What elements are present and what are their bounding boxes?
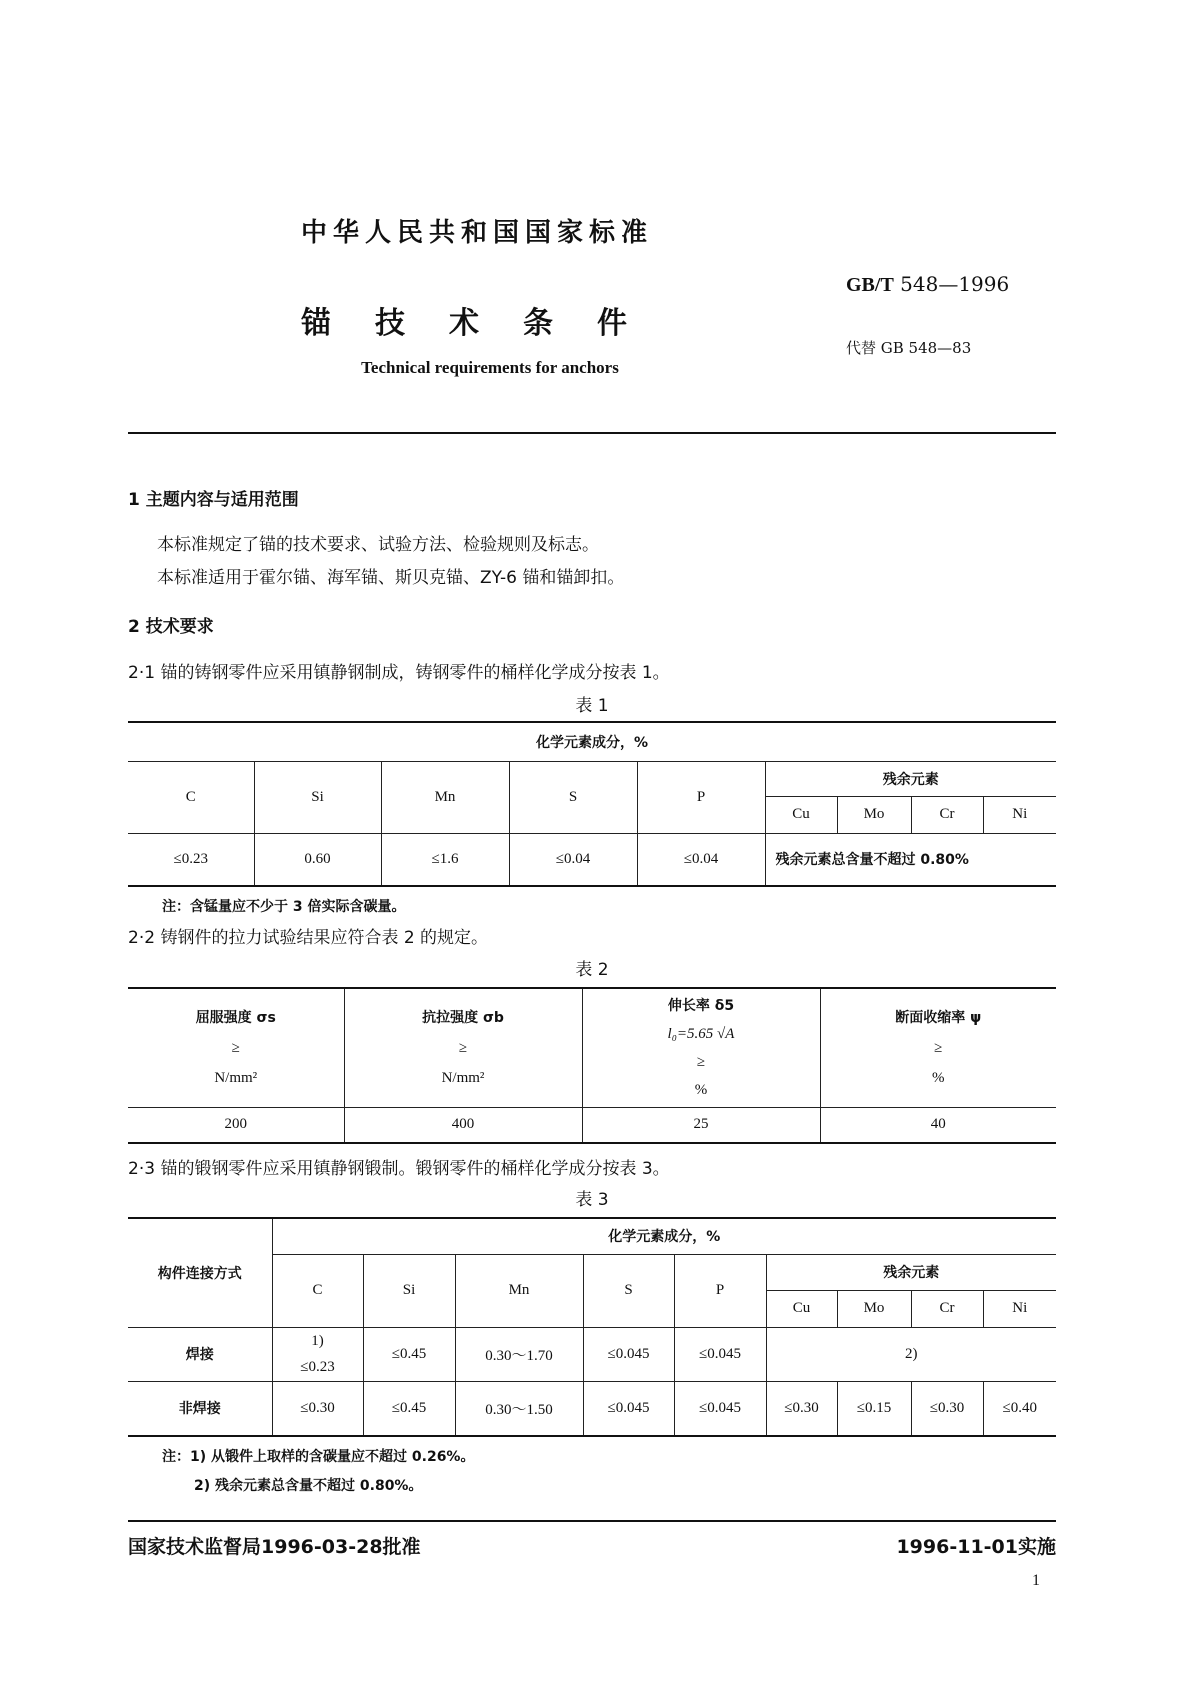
table-1-header-mo: Mo — [837, 796, 911, 833]
header-symbol: ≥ — [231, 1039, 240, 1056]
section-2-heading: 2 技术要求 — [128, 617, 214, 637]
table-3-header-c: C — [272, 1254, 363, 1327]
table-1-header-cr: Cr — [911, 796, 983, 833]
table-3-header-cr: Cr — [911, 1290, 983, 1327]
table-1-caption: 表 1 — [575, 696, 609, 716]
header-rule — [128, 432, 1056, 434]
header-label: 伸长率 δ5 — [667, 997, 735, 1014]
clause-2-1: 2·1 锚的铸钢零件应采用镇静钢制成，铸钢零件的桶样化学成分按表 1。 — [128, 663, 670, 683]
table-3-cell-si: ≤0.45 — [363, 1327, 455, 1381]
table-3-cell-mo: ≤0.15 — [837, 1381, 911, 1436]
table-3-header-cu: Cu — [766, 1290, 837, 1327]
table-1-residual-value: 残余元素总含量不超过 0.80% — [765, 833, 1056, 886]
table-3-row-type: 非焊接 — [128, 1381, 272, 1436]
table-row — [128, 1107, 1056, 1143]
header-formula: l₀=5.65 √A — [667, 1025, 735, 1042]
table-1-note: 注：含锰量应不少于 3 倍实际含碳量。 — [162, 899, 406, 915]
header-unit: % — [694, 1081, 708, 1098]
table-3-cell-c: ≤0.30 — [272, 1381, 363, 1436]
table-3-header-mn: Mn — [455, 1254, 583, 1327]
table-3-cell-p: ≤0.045 — [674, 1327, 766, 1381]
table-3-cell-ni: ≤0.40 — [983, 1381, 1056, 1436]
table-1-header-c: C — [128, 761, 254, 833]
table-1-cell-mn: ≤1.6 — [381, 833, 509, 886]
table-3-header-si: Si — [363, 1254, 455, 1327]
document-title: 锚技术条件 — [301, 306, 671, 341]
table-2-header-yield — [128, 988, 344, 1107]
table-1 — [128, 721, 1056, 887]
clause-2-2: 2·2 铸钢件的拉力试验结果应符合表 2 的规定。 — [128, 928, 489, 948]
header-unit: N/mm² — [214, 1069, 258, 1086]
effective-date: 1996-11-01实施 — [896, 1536, 1056, 1558]
table-row — [128, 833, 1056, 886]
table-3-header-p: P — [674, 1254, 766, 1327]
table-1-header-s: S — [509, 761, 637, 833]
table-2-cell-yield: 200 — [128, 1107, 344, 1143]
standard-code: 548—1996 — [900, 272, 1010, 296]
table-3-cell-residual: 2) — [766, 1327, 1056, 1381]
footnote-ref: 1) — [311, 1333, 324, 1349]
header-symbol: ≥ — [934, 1039, 943, 1056]
table-3-cell-cu: ≤0.30 — [766, 1381, 837, 1436]
table-3-header-s: S — [583, 1254, 674, 1327]
table-1-header-si: Si — [254, 761, 381, 833]
table-3-note-2: 2) 残余元素总含量不超过 0.80%。 — [194, 1478, 423, 1494]
table-1-header-cu: Cu — [765, 796, 837, 833]
table-1-cell-s: ≤0.04 — [509, 833, 637, 886]
table-2-cell-elongation: 25 — [582, 1107, 820, 1143]
table-1-residual-header: 残余元素 — [765, 761, 1056, 796]
section-1-paragraph-1: 本标准规定了锚的技术要求、试验方法、检验规则及标志。 — [157, 535, 599, 555]
table-3-cell-s: ≤0.045 — [583, 1381, 674, 1436]
header-symbol: ≥ — [458, 1039, 468, 1056]
header-unit: % — [932, 1069, 945, 1086]
table-3-note-1: 注：1) 从锻件上取样的含碳量应不超过 0.26%。 — [162, 1449, 475, 1465]
table-1-header-ni: Ni — [983, 796, 1056, 833]
table-2-header-reduction — [820, 988, 1056, 1107]
table-3-header-ni: Ni — [983, 1290, 1056, 1327]
replaces-standard: 代替 GB 548—83 — [846, 339, 972, 357]
table-1-group-header: 化学元素成分，% — [128, 722, 1056, 761]
table-2-caption: 表 2 — [575, 960, 609, 980]
table-2-header-elongation — [582, 988, 820, 1107]
approval-date: 国家技术监督局1996-03-28批准 — [128, 1536, 421, 1558]
table-3-group-header: 化学元素成分，% — [272, 1218, 1056, 1254]
table-3-cell-s: ≤0.045 — [583, 1327, 674, 1381]
table-row — [128, 1381, 1056, 1436]
table-3-header-connection: 构件连接方式 — [128, 1218, 272, 1327]
section-1-heading: 1 主题内容与适用范围 — [128, 490, 299, 510]
table-3-cell-mn: 0.30～1.50 — [455, 1381, 583, 1436]
table-1-header-p: P — [637, 761, 765, 833]
header-label: 屈服强度 σs — [195, 1009, 276, 1026]
page-number: 1 — [1032, 1572, 1040, 1589]
table-3-cell-c — [272, 1327, 363, 1381]
table-3-cell-p: ≤0.045 — [674, 1381, 766, 1436]
footer-rule — [128, 1520, 1056, 1522]
standard-prefix: GB/T — [846, 274, 894, 296]
table-3 — [128, 1217, 1056, 1437]
standard-number — [846, 272, 1009, 297]
table-2-header-tensile — [344, 988, 582, 1107]
table-3-cell-si: ≤0.45 — [363, 1381, 455, 1436]
table-1-cell-si: 0.60 — [254, 833, 381, 886]
header-label: 断面收缩率 ψ — [895, 1009, 982, 1026]
table-row — [128, 1327, 1056, 1381]
section-1-paragraph-2: 本标准适用于霍尔锚、海军锚、斯贝克锚、ZY-6 锚和锚卸扣。 — [157, 568, 625, 588]
table-1-cell-p: ≤0.04 — [637, 833, 765, 886]
national-standard-heading: 中华人民共和国国家标准 — [301, 218, 654, 248]
table-3-cell-cr: ≤0.30 — [911, 1381, 983, 1436]
table-3-cell-mn: 0.30～1.70 — [455, 1327, 583, 1381]
header-symbol: ≥ — [696, 1053, 706, 1070]
english-title: Technical requirements for anchors — [361, 358, 619, 377]
clause-2-3: 2·3 锚的锻钢零件应采用镇静钢锻制。锻钢零件的桶样化学成分按表 3。 — [128, 1159, 670, 1179]
header-label: 抗拉强度 σb — [422, 1009, 504, 1026]
table-1-header-mn: Mn — [381, 761, 509, 833]
table-2-cell-tensile: 400 — [344, 1107, 582, 1143]
table-3-row-type: 焊接 — [128, 1327, 272, 1381]
cell-value: ≤0.23 — [300, 1359, 335, 1375]
table-3-residual-header: 残余元素 — [766, 1254, 1056, 1290]
table-1-cell-c: ≤0.23 — [128, 833, 254, 886]
header-unit: N/mm² — [441, 1069, 485, 1086]
table-2-cell-reduction: 40 — [820, 1107, 1056, 1143]
table-3-caption: 表 3 — [575, 1190, 609, 1210]
table-3-header-mo: Mo — [837, 1290, 911, 1327]
table-2 — [128, 987, 1056, 1144]
